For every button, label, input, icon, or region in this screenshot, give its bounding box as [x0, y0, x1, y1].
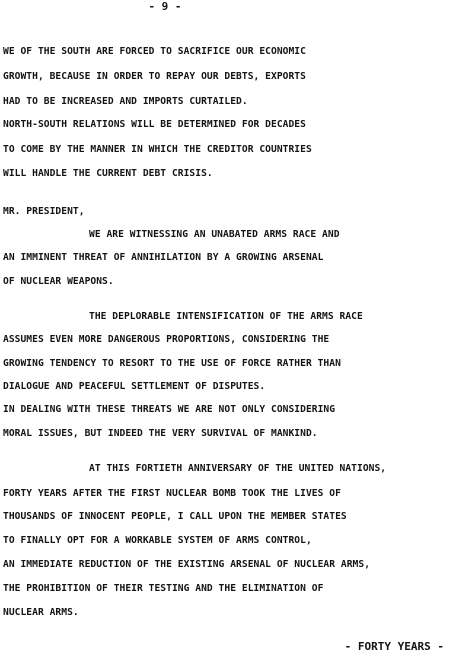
- salutation: MR. PRESIDENT,: [3, 206, 85, 217]
- text-line: AN IMMINENT THREAT OF ANNIHILATION BY A GROWING ARSENAL: [3, 252, 324, 263]
- catchword: - FORTY YEARS -: [344, 640, 444, 653]
- text-line: GROWTH, BECAUSE IN ORDER TO REPAY OUR DEBTS, EXPORTS: [3, 71, 306, 82]
- text-line: THE PROHIBITION OF THEIR TESTING AND THE ELIMINATION OF: [3, 583, 324, 594]
- text-line: DIALOGUE AND PEACEFUL SETTLEMENT OF DISPUTES.: [3, 381, 266, 392]
- text-line: AN IMMEDIATE REDUCTION OF THE EXISTING ARSENAL OF NUCLEAR ARMS,: [3, 559, 371, 570]
- text-line: AT THIS FORTIETH ANNIVERSARY OF THE UNITED NATIONS,: [89, 463, 387, 474]
- text-line: OF NUCLEAR WEAPONS.: [3, 276, 114, 287]
- text-line: NUCLEAR ARMS.: [3, 607, 79, 618]
- text-line: TO COME BY THE MANNER IN WHICH THE CREDITOR COUNTRIES: [3, 144, 312, 155]
- text-line: FORTY YEARS AFTER THE FIRST NUCLEAR BOMB TOOK THE LIVES OF: [3, 488, 341, 499]
- text-line: WILL HANDLE THE CURRENT DEBT CRISIS.: [3, 168, 213, 179]
- text-line: WE OF THE SOUTH ARE FORCED TO SACRIFICE OUR ECONOMIC: [3, 46, 306, 57]
- text-line: NORTH-SOUTH RELATIONS WILL BE DETERMINED FOR DECADES: [3, 119, 306, 130]
- page-number: - 9 -: [148, 0, 182, 13]
- text-line: GROWING TENDENCY TO RESORT TO THE USE OF FORCE RATHER THAN: [3, 358, 341, 369]
- text-line: TO FINALLY OPT FOR A WORKABLE SYSTEM OF ARMS CONTROL,: [3, 535, 312, 546]
- text-line: THOUSANDS OF INNOCENT PEOPLE, I CALL UPON THE MEMBER STATES: [3, 511, 347, 522]
- text-line: ASSUMES EVEN MORE DANGEROUS PROPORTIONS, CONSIDERING THE: [3, 334, 330, 345]
- text-line: THE DEPLORABLE INTENSIFICATION OF THE ARMS RACE: [89, 311, 363, 322]
- text-line: HAD TO BE INCREASED AND IMPORTS CURTAILED.: [3, 96, 248, 107]
- text-line: MORAL ISSUES, BUT INDEED THE VERY SURVIVAL OF MANKIND.: [3, 428, 318, 439]
- text-line: IN DEALING WITH THESE THREATS WE ARE NOT ONLY CONSIDERING: [3, 404, 336, 415]
- text-line: WE ARE WITNESSING AN UNABATED ARMS RACE AND: [89, 229, 340, 240]
